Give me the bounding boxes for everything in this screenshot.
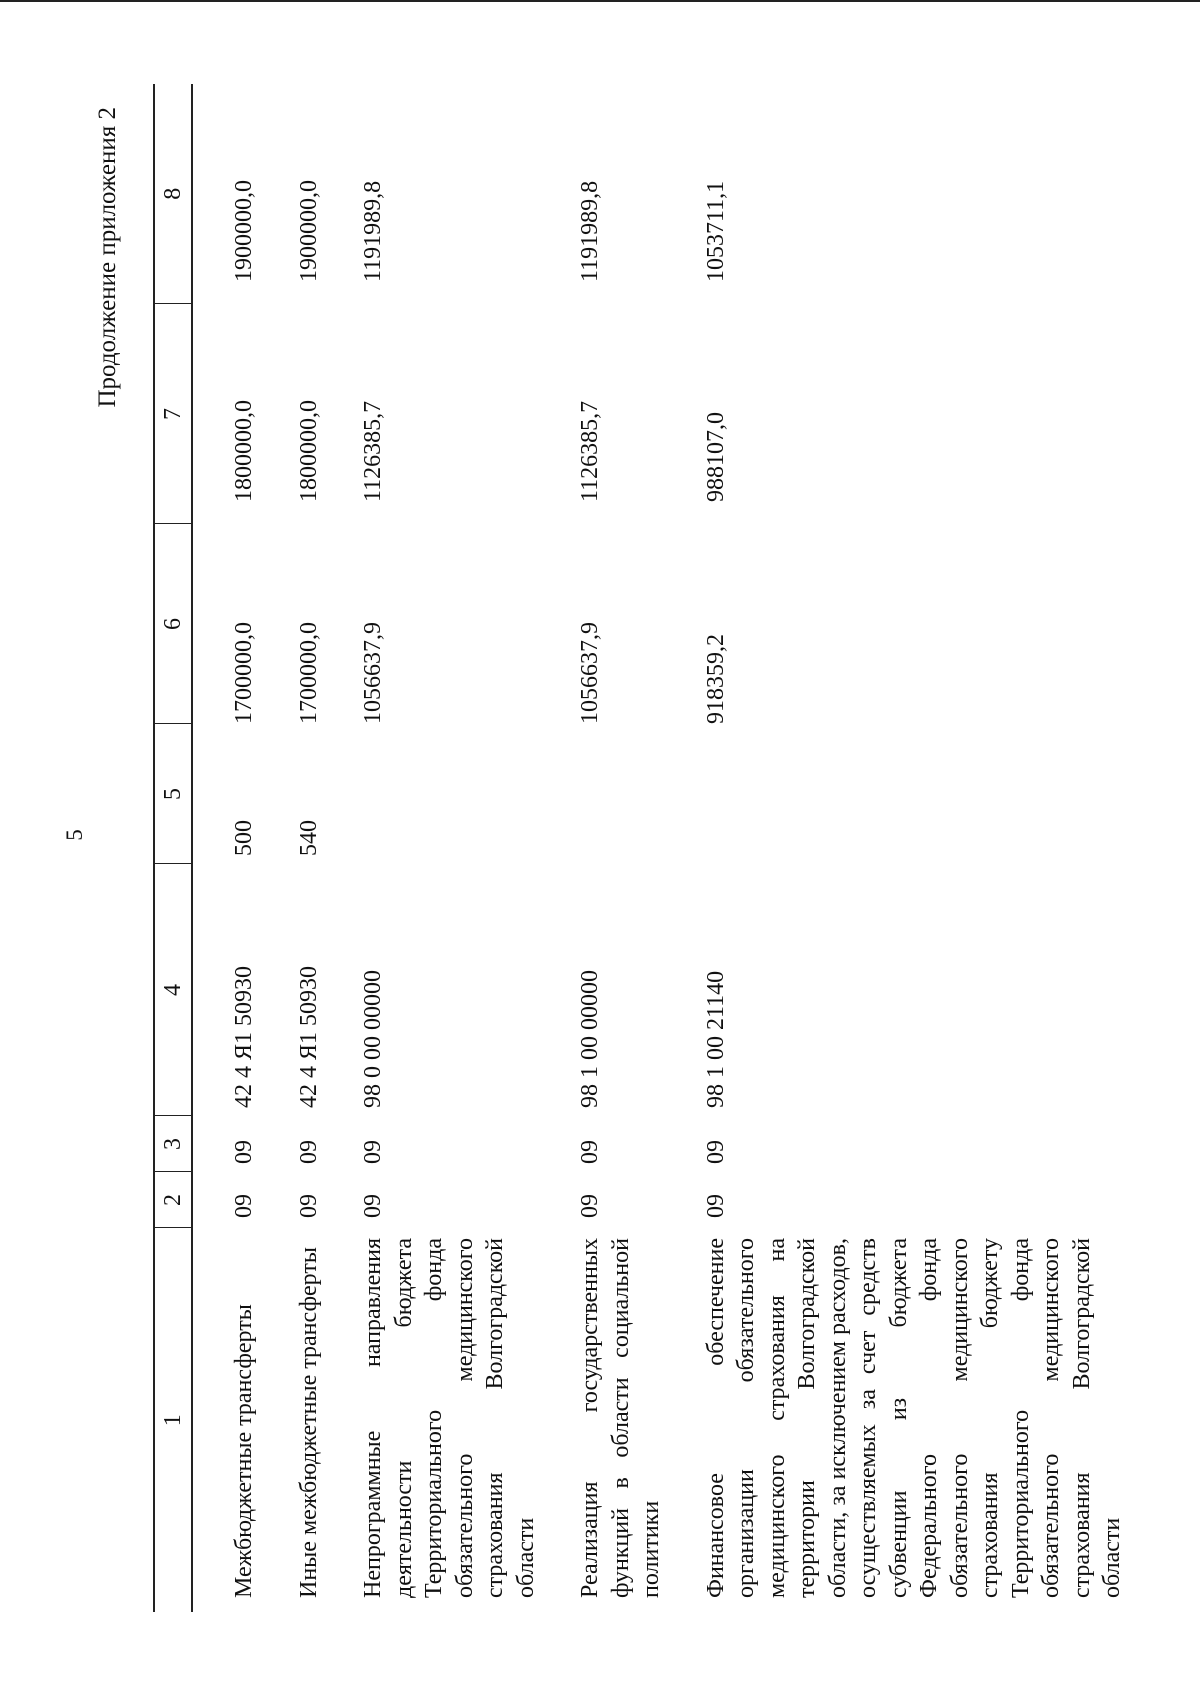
target-article-code: 42 4 Я1 50930 [231, 965, 257, 1108]
table-row [330, 84, 547, 1612]
row-name: Реализация государственных функций в области социальной политики [577, 1238, 664, 1598]
target-article-code: 98 0 00 00000 [360, 970, 386, 1108]
section-code: 09 [295, 1194, 322, 1218]
expense-type-code: 500 [231, 820, 257, 856]
row-name: Финансовое обеспечение организации обязательного медицинского страхования на территории Волгоградской области, за исключением расходов, осуществляемых за счет средств субвенции из бюджета Федерального фонда обязательного медицинского страхования бюджету Территориального фонда обязательного медицинского страхования Волгоградской области [702, 1238, 1125, 1598]
expense-type-code [547, 724, 673, 864]
subsection-code: 09 [231, 1140, 257, 1164]
subsection-code: 09 [360, 1140, 386, 1164]
target-article-code: 98 1 00 00000 [577, 970, 603, 1108]
amount-col-6: 918359,2 [702, 634, 729, 724]
page-number: 5 [62, 829, 87, 841]
column-header: 8 [154, 84, 192, 304]
column-header: 1 [154, 1228, 192, 1612]
column-header: 6 [154, 524, 192, 724]
amount-col-8: 1900000,0 [295, 180, 322, 282]
amount-col-7: 1126385,7 [577, 400, 603, 502]
amount-col-8: 1191989,8 [577, 180, 603, 282]
row-name: Иные межбюджетные трансферты [295, 1247, 322, 1598]
continuation-label: Продолжение приложения 2 [94, 107, 121, 408]
column-header: 2 [154, 1172, 192, 1228]
column-header: 5 [154, 724, 192, 864]
amount-col-6: 1700000,0 [231, 622, 257, 724]
column-header: 4 [154, 864, 192, 1116]
amount-col-6: 1056637,9 [577, 622, 603, 724]
target-article-code: 98 1 00 21140 [702, 970, 729, 1108]
table-header-row [154, 84, 192, 1612]
subsection-code: 09 [702, 1140, 729, 1164]
amount-col-7: 1126385,7 [360, 400, 386, 502]
amount-col-6: 1700000,0 [295, 622, 322, 724]
section-code: 09 [231, 1194, 257, 1218]
section-code: 09 [577, 1194, 603, 1218]
row-name: Непрограммные направления деятельности бюджета Территориального фонда обязательного медицинского страхования Волгоградской области [360, 1238, 539, 1598]
target-article-code: 42 4 Я1 50930 [295, 965, 322, 1108]
subsection-code: 09 [295, 1140, 322, 1164]
section-code: 09 [360, 1194, 386, 1218]
amount-col-8: 1900000,0 [231, 180, 257, 282]
amount-col-7: 1800000,0 [231, 400, 257, 502]
amount-col-8: 1053711,1 [702, 180, 729, 282]
amount-col-7: 988107,0 [702, 412, 729, 502]
subsection-code: 09 [577, 1140, 603, 1164]
amount-col-8: 1191989,8 [360, 180, 386, 282]
expense-type-code [330, 724, 547, 864]
amount-col-6: 1056637,9 [360, 622, 386, 724]
table-row [547, 84, 673, 1612]
row-name: Межбюджетные трансферты [231, 1304, 257, 1598]
expense-type-code: 540 [295, 820, 322, 856]
section-code: 09 [702, 1194, 729, 1218]
budget-table [153, 84, 1134, 1612]
table-row [673, 84, 1134, 1612]
column-header: 7 [154, 304, 192, 524]
table-row [266, 84, 331, 1612]
table-row [192, 84, 266, 1612]
amount-col-7: 1800000,0 [295, 400, 322, 502]
expense-type-code [673, 724, 1134, 864]
column-header: 3 [154, 1116, 192, 1172]
